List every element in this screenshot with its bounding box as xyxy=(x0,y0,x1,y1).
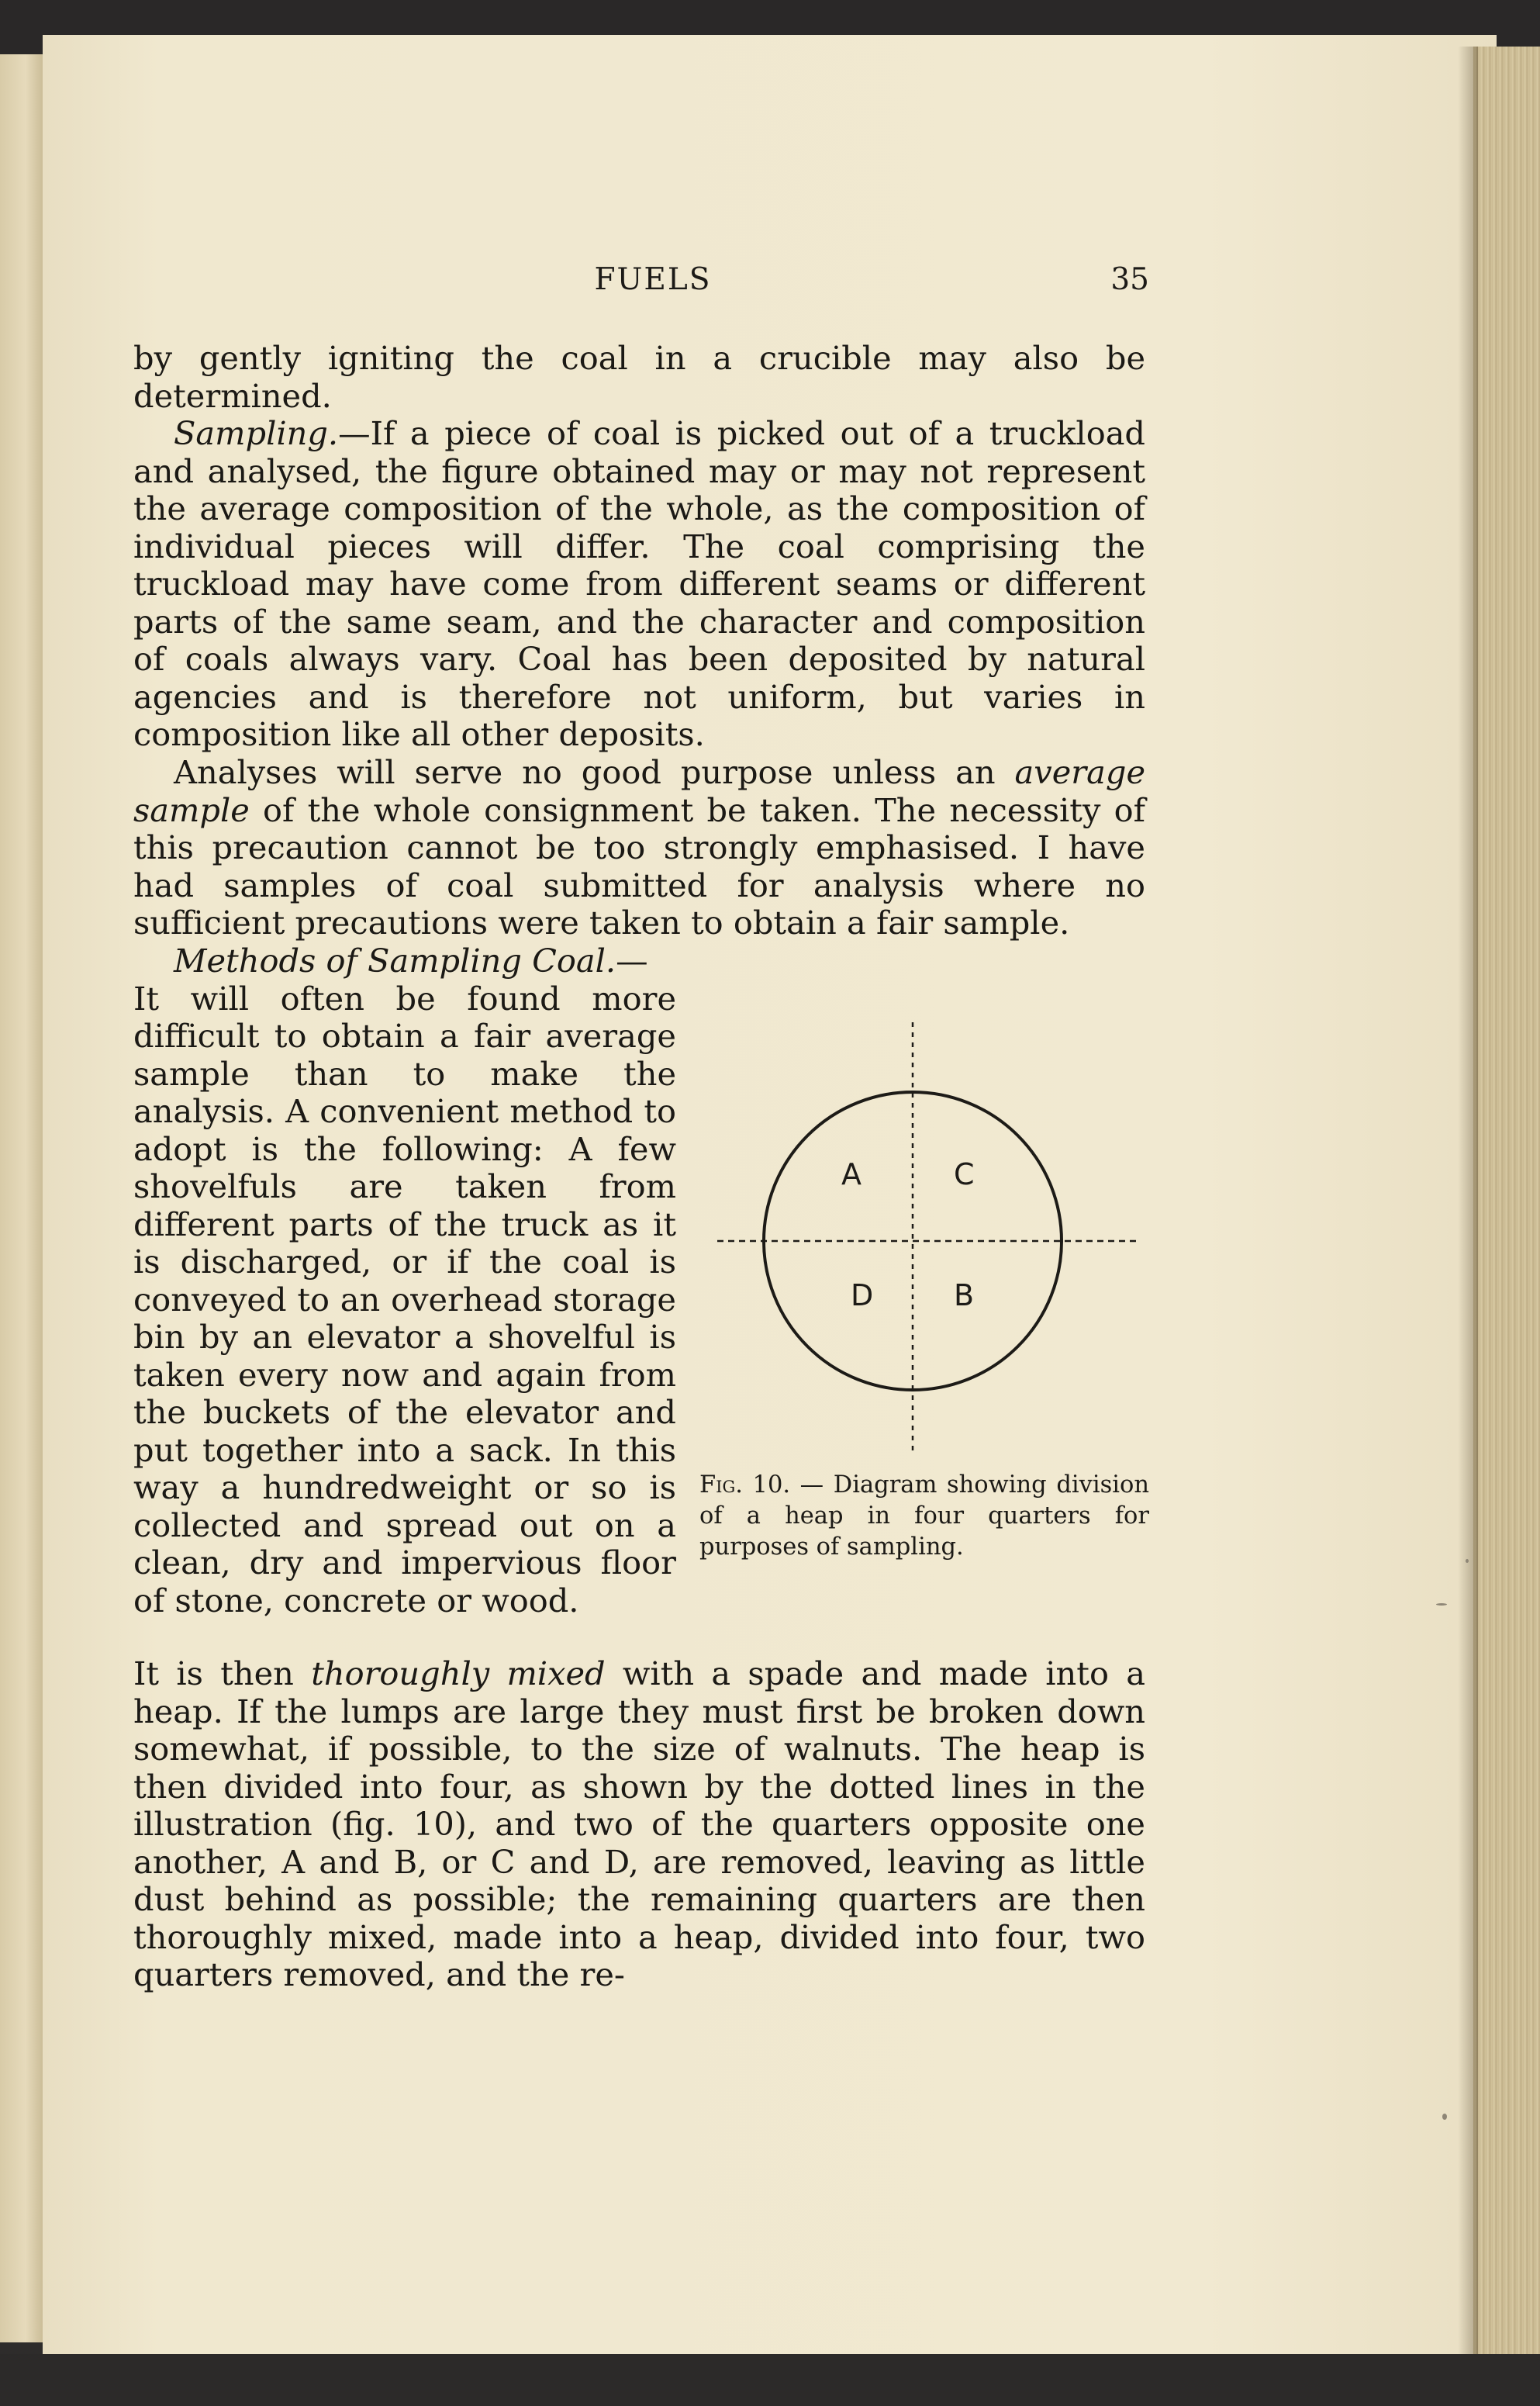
section-heading-methods: Methods of Sampling Coal. xyxy=(174,942,616,980)
page-shadow xyxy=(1458,47,1478,2358)
sampling-diagram xyxy=(702,1008,1152,1458)
paragraph-methods xyxy=(133,942,676,1620)
diagram-drawing xyxy=(702,1008,1152,1458)
paragraph-average-sample xyxy=(133,754,1145,942)
running-head xyxy=(133,262,1149,306)
page-number: 35 xyxy=(1110,262,1149,297)
quadrant-label-c: C xyxy=(954,1157,975,1191)
paragraph-methods-continued xyxy=(133,1655,1145,1994)
page-fore-edge xyxy=(1473,47,1540,2358)
paragraph-sampling xyxy=(133,415,1145,754)
paragraph-text: of the whole consignment be taken. The necessity of this precaution cannot be too strongly emphasised. I have had samples of coal submitted for analysis where no sufficient precautions were taken to obtain a fair sample. xyxy=(133,790,1145,942)
paragraph-text: with a spade and made into a heap. If the lumps are large they must first be broken down somewhat, if possible, to the size of walnuts. The heap is then divided into four, as shown by the dotted lines in the illustration (fig. 10), and two of the quarters opposite one another, A and B, or C and D, are removed, leaving as little dust behind as possible; the remaining quarters are then thoroughly mixed, made into a heap, divided into four, two quarters removed, and the re- xyxy=(133,1654,1145,1993)
paragraph-text: Analyses will serve no good purpose unless an xyxy=(174,753,1015,791)
paragraph-text: —If a piece of coal is picked out of a truckload and analysed, the figure obtained may or may not represent the average composition of the whole, as the composition of individual pieces will differ. The coal comprising the truckload may have come from different seams or different parts of the same seam, and the character and composition of coals always vary. Coal has been deposited by natural agencies and is therefore not uniform, but varies in composition like all other deposits. xyxy=(133,414,1145,753)
scan-background-bottom xyxy=(0,2354,1540,2406)
paragraph-continuation xyxy=(133,340,1145,415)
paper-mark xyxy=(1442,2114,1447,2120)
heading-dash: — xyxy=(616,942,648,980)
paragraph-text: It is then xyxy=(133,1654,312,1692)
section-heading-sampling: Sampling. xyxy=(174,414,339,452)
running-title: FUELS xyxy=(594,262,712,297)
quadrant-label-b: B xyxy=(954,1278,975,1312)
caption-text: 10. — Diagram showing division of a heap in four quarters for purposes of sampling. xyxy=(699,1471,1149,1561)
paragraph-text: by gently igniting the coal in a crucible may also be determined. xyxy=(133,339,1145,415)
caption-label: Fig. xyxy=(699,1471,743,1499)
emphasis-average-sample: average sample xyxy=(133,753,1145,829)
quadrant-label-d: D xyxy=(851,1278,874,1312)
figure-caption xyxy=(699,1470,1149,1563)
paper-mark xyxy=(1466,1559,1469,1563)
left-page-edge xyxy=(0,54,43,2342)
paragraph-text: It will often be found more difficult to obtain a fair average sample than to make the analysis. A convenient method to adopt is the following: A few shovelfuls are taken from different parts of the truck as it is discharged, or if the coal is conveyed to an overhead storage bin by an elevator a shovelful is taken every now and again from the buckets of the elevator and put together into a sack. In this way a hundredweight or so is collected and spread out on a clean, dry and impervious floor of stone, concrete or wood. xyxy=(133,979,676,1620)
emphasis-thoroughly-mixed: thoroughly mixed xyxy=(311,1654,606,1692)
quadrant-label-a: A xyxy=(841,1157,862,1191)
paper-mark xyxy=(1436,1603,1447,1606)
